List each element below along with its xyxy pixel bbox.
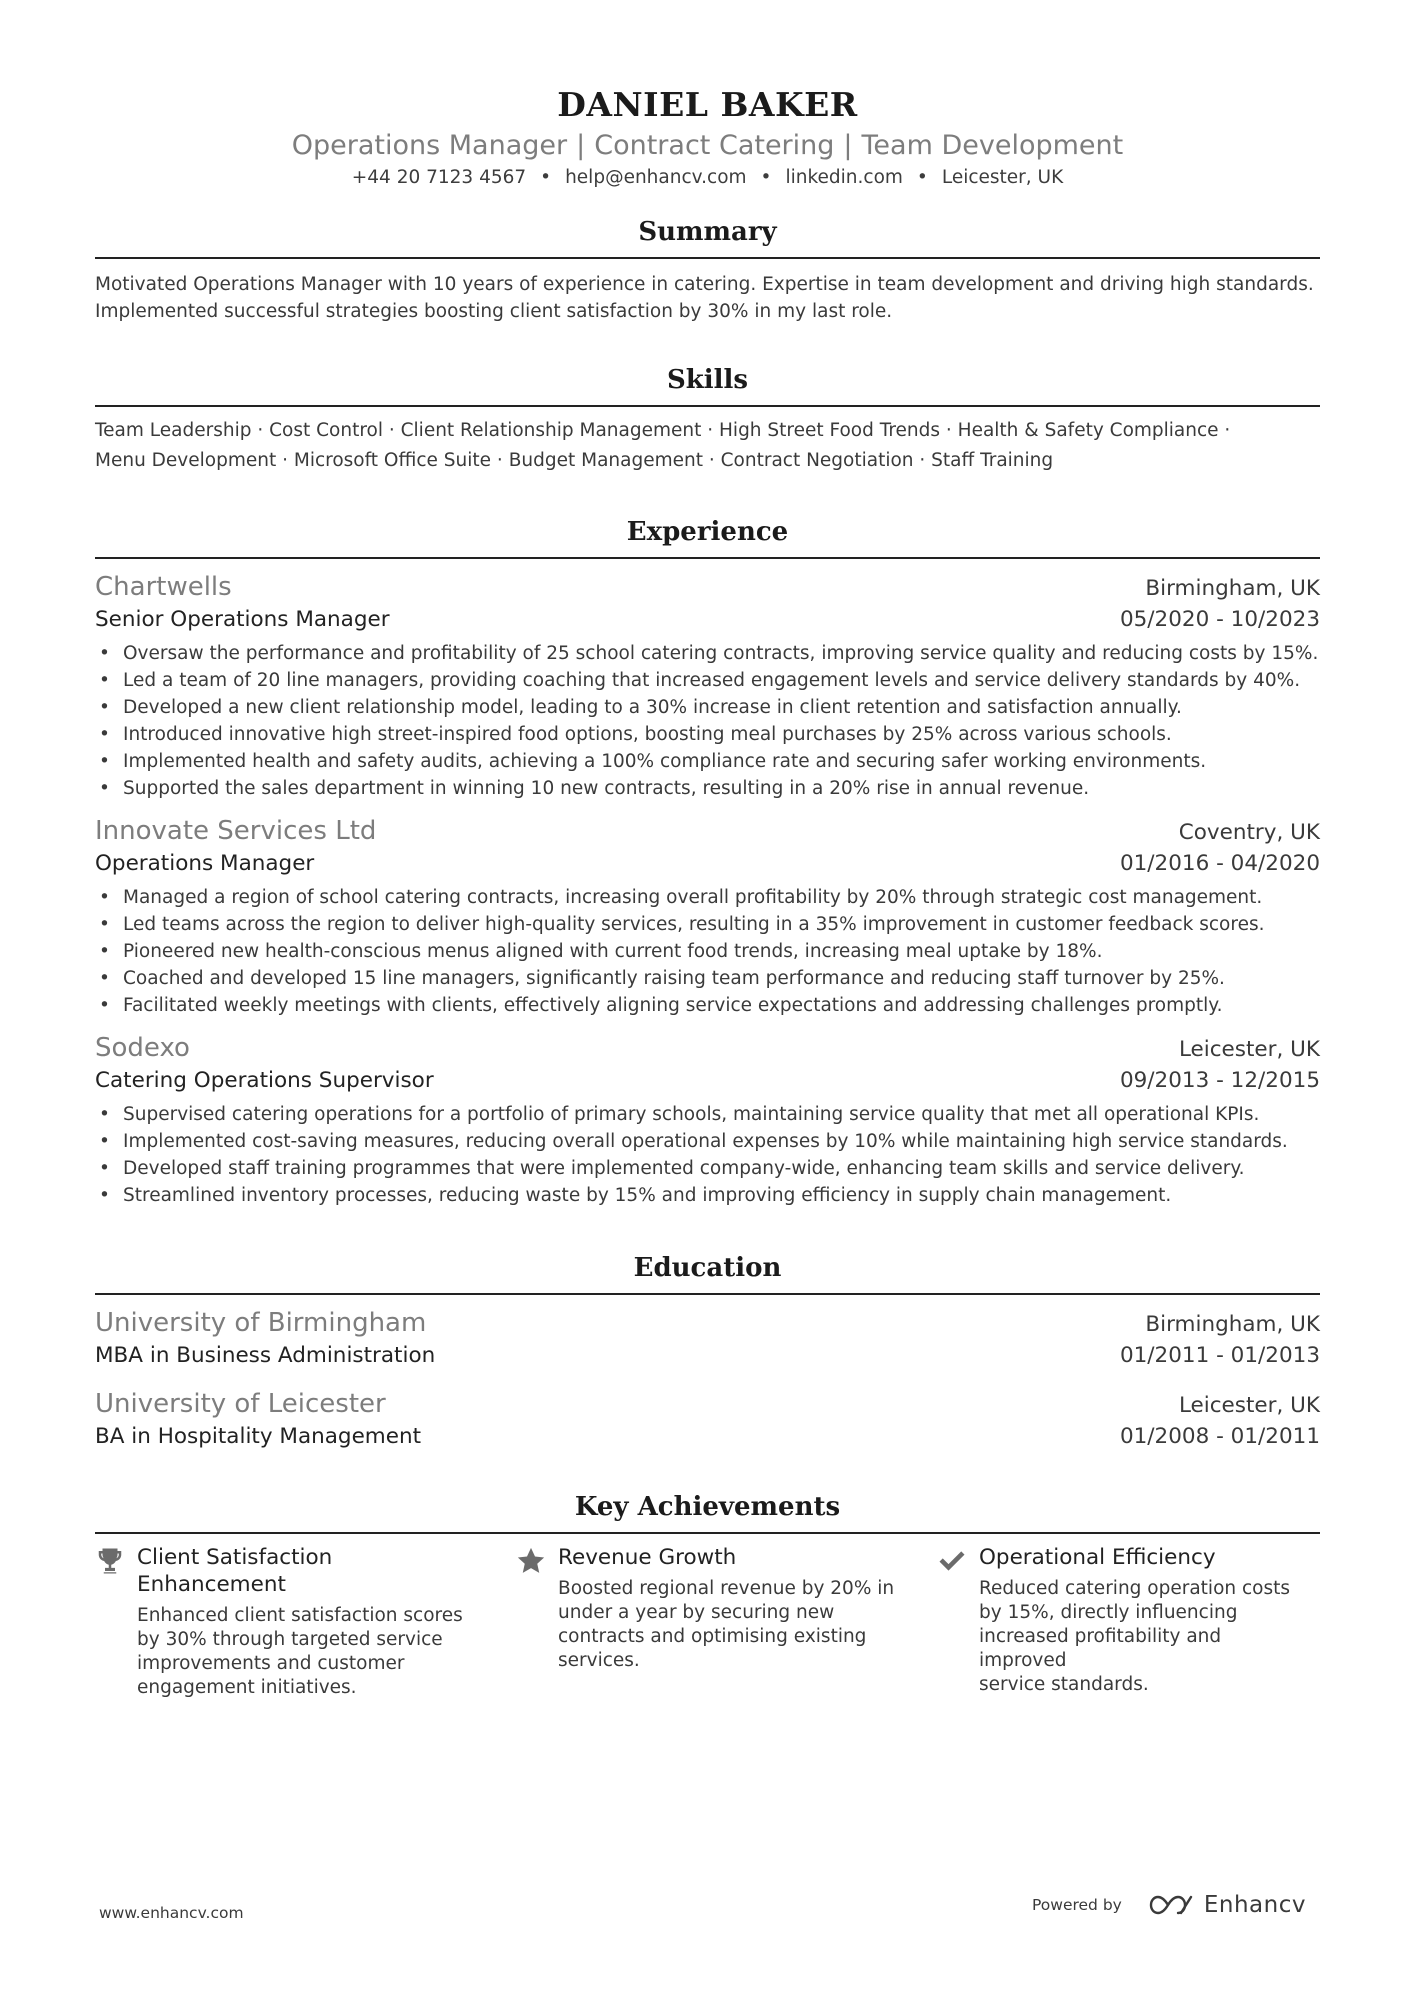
bullet-item: • Facilitated weekly meetings with clients, effectively aligning service expectations and addressing challenges promptly. (95, 992, 1320, 1019)
achievements-grid (95, 1544, 1320, 1700)
section-title-key-achievements: Key Achievements (574, 1492, 841, 1522)
summary-line: Motivated Operations Manager with 10 years of experience in catering. Expertise in team development and driving high standards. (95, 274, 1314, 295)
school-name: University of Birmingham (95, 1308, 427, 1338)
job-dates: 09/2013 - 12/2015 (1119, 1068, 1320, 1093)
achievement-desc-line: services. (558, 1650, 640, 1671)
experience-entry (95, 571, 1320, 802)
skills-line: Menu Development · Microsoft Office Suite · Budget Management · Contract Negotiation · Staff Training (95, 450, 1054, 471)
bullet-item: • Led teams across the region to deliver high-quality services, resulting in a 35% improvement in customer feedback scores. (95, 911, 1320, 938)
headline-separator: | (843, 130, 853, 161)
headline (95, 128, 1320, 164)
bullet-item: • Supported the sales department in winning 10 new contracts, resulting in a 20% rise in annual revenue. (95, 775, 1320, 802)
bullet-item: • Supervised catering operations for a portfolio of primary schools, maintaining service quality that met all operational KPIs. (95, 1101, 1320, 1128)
bullet-item: • Pioneered new health-conscious menus aligned with current food trends, increasing meal uptake by 18%. (95, 938, 1320, 965)
contact-info (95, 165, 1320, 191)
summary-line: Implemented successful strategies boosting client satisfaction by 30% in my last role. (95, 301, 893, 322)
section-divider (95, 1293, 1320, 1295)
bullet-item: • Implemented cost-saving measures, reducing overall operational expenses by 10% while maintaining high service standards. (95, 1128, 1320, 1155)
school-location: Leicester, UK (1178, 1393, 1320, 1418)
bullet-item: • Developed a new client relationship model, leading to a 30% increase in client retention and satisfaction annually. (95, 694, 1320, 721)
job-title: Operations Manager (95, 851, 315, 876)
job-dates: 05/2020 - 10/2023 (1119, 607, 1320, 632)
section-divider (95, 257, 1320, 259)
company-name: Innovate Services Ltd (95, 816, 377, 846)
bullet-item: • Developed staff training programmes that were implemented company-wide, enhancing team skills and service delivery. (95, 1155, 1320, 1182)
achievement-title-line: Enhancement (137, 1572, 286, 1597)
degree: MBA in Business Administration (95, 1343, 436, 1368)
email-link[interactable]: help@enhancv.com (565, 167, 747, 188)
achievement-desc-line: under a year by securing new (558, 1602, 835, 1623)
job-bullets (95, 640, 1320, 802)
contact-separator: • (916, 167, 928, 188)
job-location: Leicester, UK (1178, 1037, 1320, 1062)
candidate-name: DANIEL BAKER (557, 85, 858, 124)
bullet-item: • Introduced innovative high street-inspired food options, boosting meal purchases by 25% across various schools. (95, 721, 1320, 748)
achievement-description (979, 1577, 1298, 1697)
job-bullets (95, 1101, 1320, 1209)
degree: BA in Hospitality Management (95, 1424, 422, 1449)
powered-by-label: Powered by (1032, 1896, 1122, 1914)
section-divider (95, 1532, 1320, 1534)
phone[interactable]: +44 20 7123 4567 (351, 167, 527, 188)
skills-line: Team Leadership · Cost Control · Client Relationship Management · High Street Food Trends · Health & Safety Compliance · (95, 420, 1231, 441)
enhancv-logo-icon (1148, 1892, 1196, 1918)
section-title-education: Education (633, 1253, 782, 1283)
bullet-item: • Implemented health and safety audits, achieving a 100% compliance rate and securing safer working environments. (95, 748, 1320, 775)
company-name: Sodexo (95, 1033, 190, 1063)
job-title: Senior Operations Manager (95, 607, 390, 632)
footer-website-link[interactable]: www.enhancv.com (99, 1904, 244, 1922)
achievement-desc-line: improvements and customer (137, 1653, 405, 1674)
experience-entry (95, 1032, 1320, 1209)
contact-separator: • (540, 167, 552, 188)
headline-item: Contract Catering (594, 130, 835, 161)
location: Leicester, UK (941, 167, 1064, 188)
headline-item: Operations Manager (291, 130, 568, 161)
achievement-title-line: Operational Efficiency (979, 1545, 1216, 1570)
section-title-summary: Summary (638, 217, 777, 247)
bullet-item: • Managed a region of school catering contracts, increasing overall profitability by 20% through strategic cost management. (95, 884, 1320, 911)
skills-list (95, 416, 1320, 476)
section-title-experience: Experience (626, 517, 789, 547)
achievement-desc-line: engagement initiatives. (137, 1677, 357, 1698)
star-icon (516, 1544, 558, 1700)
achievement-title (558, 1544, 915, 1571)
headline-separator: | (576, 130, 586, 161)
checkmark-icon (937, 1544, 979, 1700)
job-location: Birmingham, UK (1145, 576, 1320, 601)
achievement-desc-line: by 15%, directly influencing (979, 1602, 1238, 1623)
experience-entry (95, 815, 1320, 1019)
achievement-desc-line: service standards. (979, 1674, 1149, 1695)
school-name: University of Leicester (95, 1389, 386, 1419)
achievement-desc-line: increased profitability and improved (979, 1626, 1222, 1671)
trophy-icon (95, 1544, 137, 1700)
bullet-item: • Streamlined inventory processes, reducing waste by 15% and improving efficiency in supply chain management. (95, 1182, 1320, 1209)
linkedin-link[interactable]: linkedin.com (785, 167, 903, 188)
education-dates: 01/2008 - 01/2011 (1119, 1424, 1320, 1449)
section-title-skills: Skills (666, 365, 749, 395)
brand-name: Enhancv (1203, 1892, 1306, 1918)
job-dates: 01/2016 - 04/2020 (1119, 851, 1320, 876)
resume-page (95, 0, 1320, 1995)
section-divider (95, 557, 1320, 559)
achievement-desc-line: Boosted regional revenue by 20% in (558, 1578, 895, 1599)
achievement-item (95, 1544, 516, 1700)
achievement-item (937, 1544, 1320, 1700)
resume-header (95, 0, 1320, 191)
achievement-desc-line: Enhanced client satisfaction scores (137, 1605, 463, 1626)
footer-branding[interactable] (1032, 1892, 1306, 1918)
section-divider (95, 405, 1320, 407)
bullet-item: • Oversaw the performance and profitability of 25 school catering contracts, improving service quality and reducing costs by 15%. (95, 640, 1320, 667)
company-name: Chartwells (95, 572, 232, 602)
achievement-title (137, 1544, 494, 1598)
education-entry (95, 1307, 1320, 1371)
contact-separator: • (760, 167, 772, 188)
achievement-title-line: Client Satisfaction (137, 1545, 333, 1570)
headline-item: Team Development (861, 130, 1124, 161)
bullet-item: • Led a team of 20 line managers, providing coaching that increased engagement levels and service delivery standards by 40%. (95, 667, 1320, 694)
achievement-desc-line: contracts and optimising existing (558, 1626, 867, 1647)
education-dates: 01/2011 - 01/2013 (1119, 1343, 1320, 1368)
education-entry (95, 1388, 1320, 1452)
achievement-desc-line: by 30% through targeted service (137, 1629, 443, 1650)
school-location: Birmingham, UK (1145, 1312, 1320, 1337)
achievement-item (516, 1544, 937, 1700)
achievement-description (137, 1604, 494, 1700)
achievement-desc-line: Reduced catering operation costs (979, 1578, 1291, 1599)
achievement-title (979, 1544, 1298, 1571)
job-title: Catering Operations Supervisor (95, 1068, 434, 1093)
job-location: Coventry, UK (1178, 820, 1320, 845)
achievement-title-line: Revenue Growth (558, 1545, 737, 1570)
bullet-item: • Coached and developed 15 line managers, significantly raising team performance and reducing staff turnover by 25%. (95, 965, 1320, 992)
achievement-description (558, 1577, 915, 1673)
job-bullets (95, 884, 1320, 1019)
summary-text (95, 271, 1320, 325)
